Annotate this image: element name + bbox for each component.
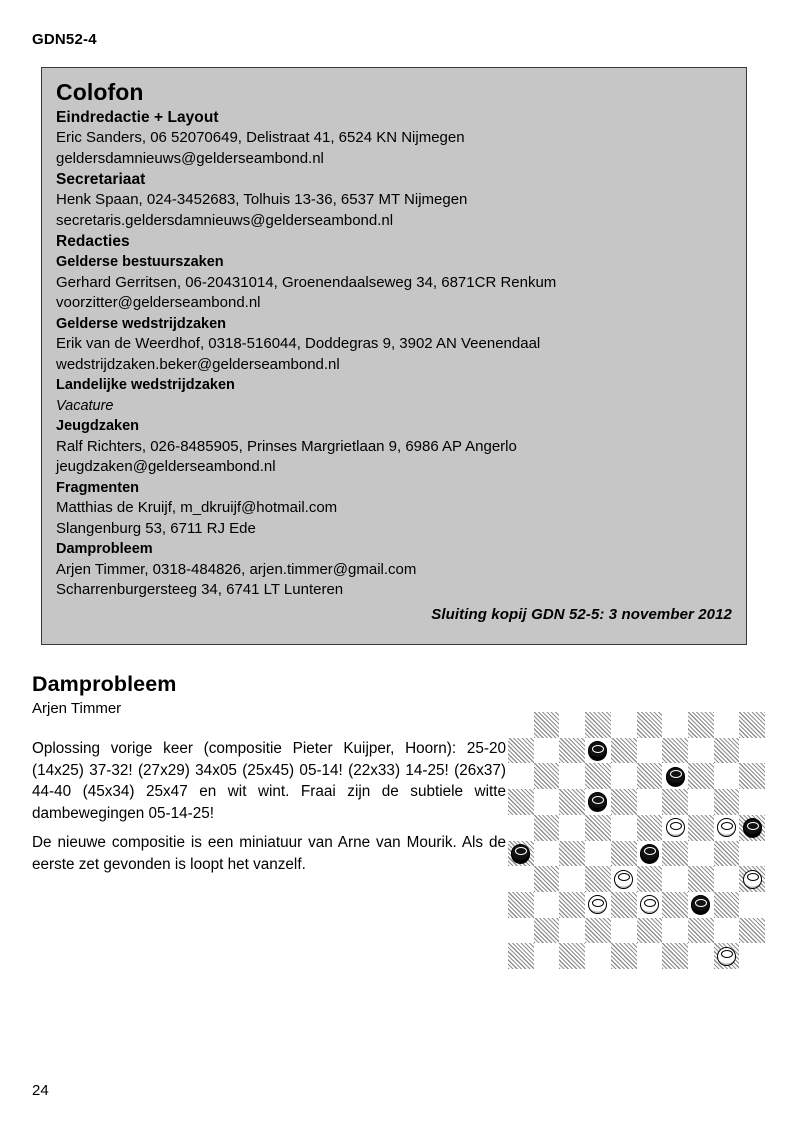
black-piece [511,844,530,863]
board-square [714,841,740,867]
colofon-text-line: Matthias de Kruijf, m_dkruijf@hotmail.com [56,499,338,516]
board-square [534,943,560,969]
board-square [714,943,740,969]
board-square [559,892,585,918]
board-square [585,918,611,944]
board-square [508,789,534,815]
section-title: Damprobleem [32,672,177,696]
board-square [508,712,534,738]
board-square [508,841,534,867]
board-square [559,763,585,789]
board-square [559,712,585,738]
colofon-text-line: voorzitter@gelderseambond.nl [56,294,261,311]
board-square [714,918,740,944]
board-square [739,763,765,789]
board-square [559,918,585,944]
board-square [662,892,688,918]
board-square [637,712,663,738]
board-square [637,866,663,892]
board-square [534,892,560,918]
colofon-vacancy-line: Vacature [56,397,114,414]
colofon-title: Colofon [56,79,144,105]
new-composition-paragraph: De nieuwe compositie is een miniatuur van Arne van Mourik. Als de eerste zet gevonden is loopt het vanzelf. [32,834,506,873]
colofon-text-line: Ralf Richters, 026-8485905, Prinses Margrietlaan 9, 6986 AP Angerlo [56,437,517,455]
board-square [611,892,637,918]
board-square [637,943,663,969]
board-square [585,763,611,789]
board-square [739,892,765,918]
colofon-heading: Eindredactie + Layout [56,109,219,126]
board-square [739,918,765,944]
colofon-text-line: geldersdamnieuws@gelderseambond.nl [56,149,324,167]
board-square [534,841,560,867]
white-piece [640,895,659,914]
board-square [688,918,714,944]
board-square [637,789,663,815]
board-square [559,815,585,841]
board-square [739,789,765,815]
board-square [508,866,534,892]
board-square [739,943,765,969]
colofon-entry-list [56,107,732,601]
board-square [714,763,740,789]
board-square [534,918,560,944]
colofon-subheading: Landelijke wedstrijdzaken [56,377,235,393]
board-square [559,841,585,867]
colofon-text-line: jeugdzaken@gelderseambond.nl [56,458,276,475]
board-square [534,815,560,841]
board-square [534,789,560,815]
board-square [585,943,611,969]
colofon-text-line: secretaris.geldersdamnieuws@gelderseambond.nl [56,211,394,229]
issue-label: GDN52-4 [32,31,97,48]
black-piece [588,741,607,760]
black-piece [743,818,762,837]
board-square [739,738,765,764]
colofon-heading: Secretariaat [56,171,146,188]
board-square [637,738,663,764]
board-square [714,738,740,764]
board-square [585,789,611,815]
draughts-board [508,712,765,969]
board-square [688,866,714,892]
board-square [662,789,688,815]
board-square [508,918,534,944]
board-square [611,763,637,789]
board-square [637,918,663,944]
board-square [559,943,585,969]
board-square [739,712,765,738]
colofon-subheading: Jeugdzaken [56,418,139,434]
board-square [585,738,611,764]
colofon-text-line: Gerhard Gerritsen, 06-20431014, Groenendaalseweg 34, 6871CR Renkum [56,273,557,291]
board-square [611,789,637,815]
solution-paragraph: Oplossing vorige keer (compositie Pieter Kuijper, Hoorn): 25-20 (14x25) 37-32! (27x29) 34x05 (25x45) 05-14! (22x33) 14-25! (26x37) 44-40 (45x34) 25x47 en wit wint. Fraai zijn de subtiele witte dambewegingen 05-14-25! [32,740,506,822]
board-square [688,892,714,918]
white-piece [743,870,762,889]
board-square [662,763,688,789]
board-square [688,841,714,867]
board-square [688,815,714,841]
board-square [662,841,688,867]
board-square [662,943,688,969]
board-square [714,866,740,892]
board-square [714,892,740,918]
board-square [611,738,637,764]
board-square [611,866,637,892]
colofon-box [41,67,747,645]
board-square [688,738,714,764]
colofon-text-line: Arjen Timmer, 0318-484826, arjen.timmer@gmail.com [56,560,417,578]
board-square [534,712,560,738]
board-square [637,763,663,789]
board-square [611,712,637,738]
black-piece [588,792,607,811]
colofon-subheading: Gelderse bestuurszaken [56,254,224,270]
colofon-text-line: Scharrenburgersteeg 34, 6741 LT Lunteren [56,581,344,598]
colofon-subheading: Damprobleem [56,541,153,557]
board-square [559,738,585,764]
section-author: Arjen Timmer [32,700,122,717]
colofon-subheading: Fragmenten [56,479,139,496]
board-square [739,866,765,892]
board-square [559,866,585,892]
board-square [688,712,714,738]
colofon-text-line: Erik van de Weerdhof, 0318-516044, Doddegras 9, 3902 AN Veenendaal [56,335,541,352]
board-square [508,738,534,764]
board-square [637,841,663,867]
board-square [508,815,534,841]
white-piece [614,870,633,889]
colofon-text-line: wedstrijdzaken.beker@gelderseambond.nl [56,355,340,373]
board-square [637,892,663,918]
board-square [688,763,714,789]
board-square [508,943,534,969]
board-square [688,789,714,815]
board-square [534,763,560,789]
copy-deadline-note: Sluiting kopij GDN 52-5: 3 november 2012 [431,606,732,623]
board-square [714,712,740,738]
board-square [662,738,688,764]
board-square [739,841,765,867]
black-piece [640,844,659,863]
white-piece [717,947,736,966]
board-square [585,841,611,867]
board-square [585,892,611,918]
board-square [611,841,637,867]
board-square [508,892,534,918]
board-square [714,815,740,841]
board-square [662,866,688,892]
board-square [637,815,663,841]
colofon-text-line: Eric Sanders, 06 52070649, Delistraat 41, 6524 KN Nijmegen [56,129,465,146]
white-piece [666,818,685,837]
white-piece [717,818,736,837]
board-square [662,712,688,738]
white-piece [588,895,607,914]
black-piece [666,767,685,786]
board-square [534,866,560,892]
colofon-text-line: Slangenburg 53, 6711 RJ Ede [56,519,256,537]
board-square [585,712,611,738]
board-square [508,763,534,789]
board-square [739,815,765,841]
board-square [585,866,611,892]
board-square [714,789,740,815]
board-square [662,815,688,841]
black-piece [691,895,710,914]
board-square [611,943,637,969]
colofon-subheading: Gelderse wedstrijdzaken [56,315,227,332]
board-square [611,815,637,841]
board-square [559,789,585,815]
board-square [688,943,714,969]
page-number: 24 [32,1082,49,1099]
colofon-heading: Redacties [56,233,130,250]
board-square [585,815,611,841]
board-square [611,918,637,944]
board-square [534,738,560,764]
board-square [662,918,688,944]
colofon-text-line: Henk Spaan, 024-3452683, Tolhuis 13-36, 6537 MT Nijmegen [56,191,468,208]
